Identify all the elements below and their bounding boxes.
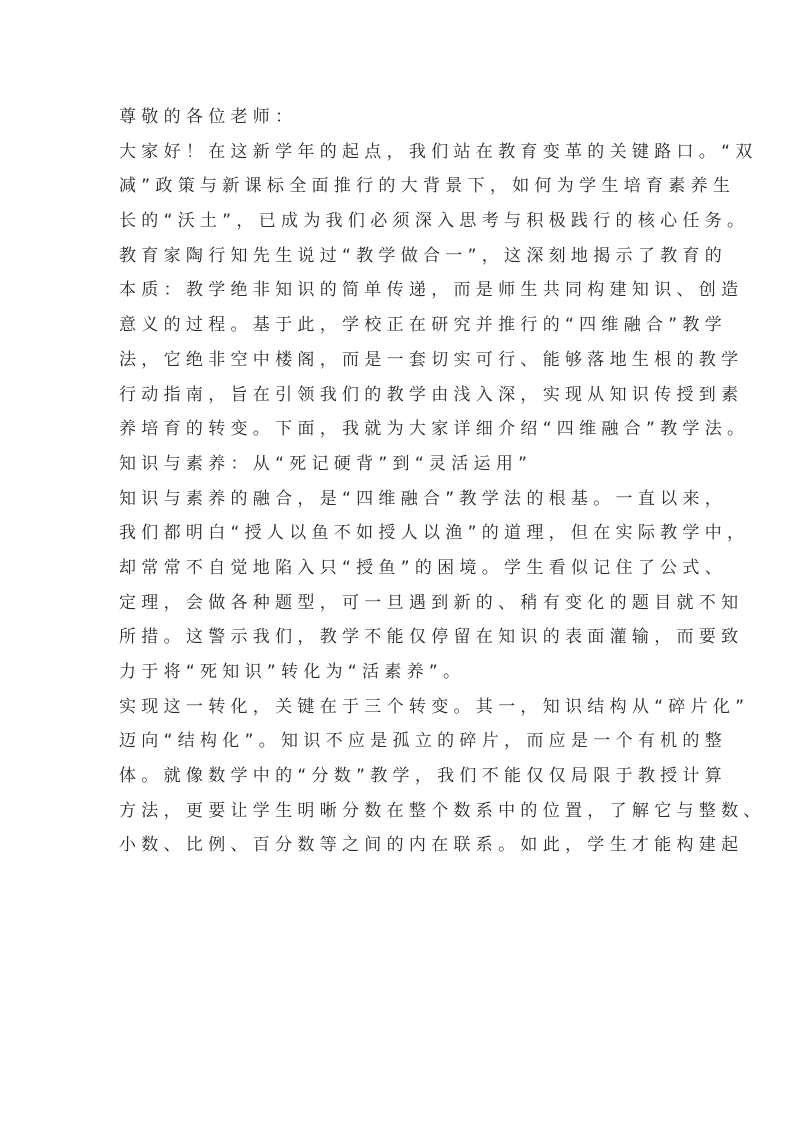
paragraph-line: 长的“沃土”，已成为我们必须深入思考与积极践行的核心任务。 xyxy=(119,211,750,232)
paragraph-line: 教育家陶行知先生说过“教学做合一”，这深刻地揭示了教育的 xyxy=(119,245,728,266)
paragraph-line: 意义的过程。基于此，学校正在研究并推行的“四维融合”教学 xyxy=(119,315,728,336)
paragraph-line: 实现这一转化，关键在于三个转变。其一，知识结构从“碎片化” xyxy=(119,696,750,717)
greeting-line: 尊敬的各位老师： xyxy=(119,107,298,127)
paragraph-line: 定理，会做各种题型，可一旦遇到新的、稍有变化的题目就不知 xyxy=(119,592,744,613)
paragraph-line: 所措。这警示我们，教学不能仅停留在知识的表面灌输，而要致 xyxy=(119,627,744,648)
paragraph-line: 力于将“死知识”转化为“活素养”。 xyxy=(119,662,466,682)
paragraph-line: 大家好！在这新学年的起点，我们站在教育变革的关键路口。“双 xyxy=(119,141,758,162)
paragraph-line: 小数、比例、百分数等之间的内在联系。如此，学生才能构建起 xyxy=(119,835,744,856)
paragraph-line: 行动指南，旨在引领我们的教学由浅入深，实现从知识传授到素 xyxy=(119,384,744,405)
paragraph-line: 养培育的转变。下面，我就为大家详细介绍“四维融合”教学法。 xyxy=(119,419,750,440)
paragraph-line: 本质：教学绝非知识的简单传递，而是师生共同构建知识、创造 xyxy=(119,280,744,301)
paragraph-line: 却常常不自觉地陷入只“授鱼”的困境。学生看似记住了公式、 xyxy=(119,557,728,578)
paragraph-line: 方法，更要让学生明晰分数在整个数系中的位置，了解它与整数、 xyxy=(119,800,766,821)
paragraph-line: 法，它绝非空中楼阁，而是一套切实可行、能够落地生根的教学 xyxy=(119,349,744,370)
paragraph-line: 体。就像数学中的“分数”教学，我们不能仅仅局限于教授计算 xyxy=(119,766,728,787)
paragraph-line: 迈向“结构化”。知识不应是孤立的碎片，而应是一个有机的整 xyxy=(119,731,728,752)
paragraph-line: 知识与素养的融合，是“四维融合”教学法的根基。一直以来， xyxy=(119,488,728,509)
section-heading: 知识与素养：从“死记硬背”到“灵活运用” xyxy=(119,453,533,474)
document-page xyxy=(119,104,766,867)
paragraph-line: 我们都明白“授人以鱼不如授人以渔”的道理，但在实际教学中， xyxy=(119,523,750,544)
paragraph-line: 减”政策与新课标全面推行的大背景下，如何为学生培育素养生 xyxy=(119,176,736,197)
